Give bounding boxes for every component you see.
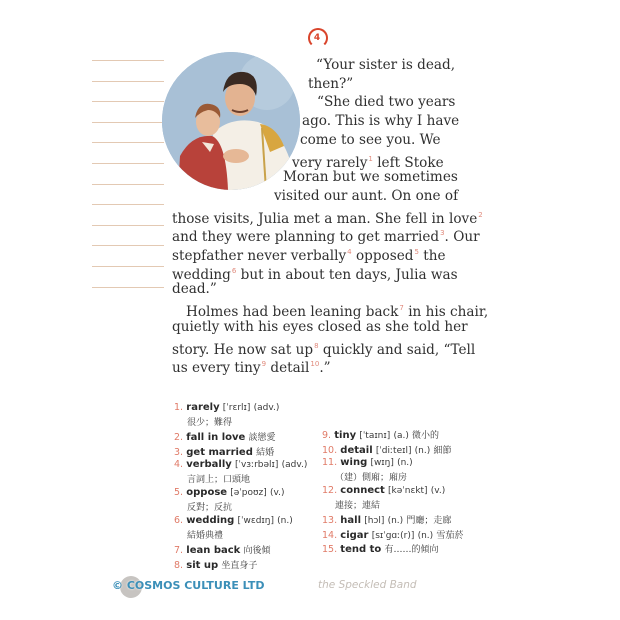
story-text-segment: in his chair,	[403, 304, 489, 321]
vocab-number: 4.	[174, 459, 184, 470]
vocab-definition: 連接；連結	[335, 501, 381, 511]
story-text-segment: stepfather never verbally	[172, 248, 347, 264]
story-line	[172, 355, 331, 378]
track-number: 4	[313, 33, 321, 43]
vocab-phonetic: [əˈpoʊz]	[230, 488, 267, 498]
margin-line	[92, 245, 164, 246]
footnote-marker: 10	[310, 360, 320, 369]
vocab-word: lean back	[186, 545, 241, 556]
story-text-segment: then?”	[308, 75, 354, 92]
footnote-marker: 3	[440, 229, 445, 238]
vocab-word: tiny	[334, 430, 357, 441]
vocab-phonetic: [wɪŋ]	[370, 458, 394, 468]
vocab-item	[174, 402, 280, 428]
footnote-marker: 4	[347, 248, 352, 256]
story-line	[300, 131, 441, 150]
vocab-definition: 雪茄菸	[436, 530, 464, 541]
vocab-word: detail	[340, 444, 373, 456]
vocab-number: 1.	[174, 402, 184, 413]
vocab-item	[174, 430, 276, 443]
story-text-segment: us every tiny	[172, 360, 261, 377]
vocab-word: wing	[340, 457, 368, 468]
story-line	[172, 280, 217, 299]
vocab-number: 8.	[174, 559, 184, 571]
vocab-item	[322, 428, 439, 441]
vocab-definition: 微小的	[412, 431, 440, 441]
footnote-marker: 5	[414, 248, 419, 256]
footnote-marker: 6	[231, 266, 237, 275]
copyright-watermark: © COSMOS CULTURE LTD	[112, 579, 265, 592]
footnote-marker: 1	[368, 154, 373, 163]
vocab-number: 10.	[322, 444, 338, 456]
vocab-item	[174, 543, 271, 556]
vocab-definition: 很少；難得	[187, 418, 233, 428]
story-line	[283, 168, 458, 187]
vocab-definition: 反對；反抗	[187, 503, 233, 513]
vocab-item	[322, 513, 451, 526]
vocab-item	[322, 485, 446, 511]
vocab-part-of-speech: (adv.)	[281, 460, 308, 470]
story-text-segment: “She died two years	[317, 94, 456, 111]
story-text-segment: Moran but we sometimes	[283, 169, 458, 186]
margin-line	[92, 287, 164, 288]
vocab-part-of-speech: (n.)	[397, 458, 413, 468]
vocab-phonetic: [ˈdiːteɪl]	[375, 445, 412, 456]
story-text-segment: dead.”	[172, 281, 217, 298]
margin-line	[92, 163, 164, 164]
vocab-word: oppose	[186, 487, 228, 498]
story-text-segment: and they were planning to get married	[172, 229, 440, 246]
margin-line	[92, 266, 164, 267]
vocab-word: rarely	[186, 402, 220, 413]
vocab-part-of-speech: (n.)	[414, 445, 431, 456]
vocab-phonetic: [ˈvɜːrbəlɪ]	[234, 460, 279, 470]
vocab-item	[174, 487, 285, 513]
footnote-marker: 8	[314, 341, 319, 350]
vocab-number: 14.	[322, 529, 338, 541]
story-text-segment: visited our aunt. On one of	[274, 187, 459, 204]
story-text-segment: the	[418, 248, 446, 264]
vocab-number: 5.	[174, 487, 184, 498]
story-text-segment: “Your sister is dead,	[316, 57, 456, 73]
vocab-definition: 細節	[433, 445, 452, 456]
story-text-segment: quietly with his eyes closed as she told her	[172, 318, 468, 335]
vocab-item	[322, 457, 413, 483]
story-text-segment: quickly and said, “Tell	[318, 341, 476, 358]
vocab-phonetic: [ˈwɛdɪŋ]	[237, 516, 274, 526]
story-text-segment: come to see you. We	[300, 131, 441, 148]
vocab-item	[174, 445, 274, 458]
margin-lines	[92, 60, 164, 307]
story-text-segment: story. He now sat up	[172, 341, 314, 358]
story-text-segment: but in about ten days, Julia was	[236, 266, 458, 283]
story-text-segment: . Our	[444, 229, 480, 246]
story-text-segment: wedding	[172, 266, 231, 283]
vocab-number: 12.	[322, 485, 338, 496]
vocab-word: verbally	[186, 459, 232, 470]
book-title: the Speckled Band	[318, 579, 417, 591]
vocab-item	[174, 515, 293, 541]
vocab-part-of-speech: (v.)	[269, 488, 285, 498]
vocab-part-of-speech: (v.)	[430, 486, 446, 496]
story-text-segment: opposed	[351, 248, 414, 264]
vocab-definition: 有……的傾向	[384, 545, 439, 555]
vocab-word: wedding	[186, 515, 235, 526]
vocab-word: sit up	[186, 559, 219, 571]
vocab-word: tend to	[340, 544, 382, 555]
audio-track-badge[interactable]	[307, 28, 329, 48]
vocab-number: 7.	[174, 545, 184, 556]
vocab-number: 2.	[174, 432, 184, 443]
story-line	[302, 112, 459, 131]
vocab-definition: 談戀愛	[248, 433, 276, 443]
story-text-segment: ago. This is why I have	[302, 113, 460, 130]
vocab-definition: 坐直身子	[221, 560, 258, 571]
vocab-phonetic: [hɔl]	[364, 516, 385, 526]
vocab-phonetic: [ˈtaɪnɪ]	[359, 431, 391, 441]
vocab-number: 13.	[322, 515, 338, 526]
story-line	[172, 318, 468, 337]
vocab-item	[174, 558, 257, 571]
vocab-number: 15.	[322, 544, 338, 555]
vocab-definition: （建）側廂；廂房	[335, 473, 408, 483]
margin-line	[92, 225, 164, 226]
vocab-item	[322, 542, 438, 555]
vocab-item	[322, 443, 451, 456]
vocab-part-of-speech: (n.)	[277, 516, 293, 526]
vocab-definition: 門廳；走廊	[406, 516, 452, 526]
vocab-part-of-speech: (adv.)	[253, 403, 280, 413]
vocab-item	[174, 459, 308, 485]
vocab-definition: 言詞上；口頭地	[187, 475, 251, 485]
margin-line	[92, 81, 164, 82]
vocab-word: fall in love	[186, 432, 246, 443]
vocab-number: 6.	[174, 515, 184, 526]
story-text-segment: detail	[266, 360, 310, 377]
story-line	[308, 75, 353, 94]
story-illustration	[162, 52, 300, 190]
margin-line	[92, 142, 164, 143]
page-footer	[112, 576, 417, 598]
vocab-phonetic: [ˈrɛrlɪ]	[222, 403, 251, 413]
vocab-word: get married	[186, 446, 253, 458]
story-line	[316, 56, 455, 75]
story-line	[274, 187, 458, 206]
footnote-marker: 9	[261, 360, 267, 369]
vocab-phonetic: [kəˈnɛkt]	[388, 486, 428, 496]
margin-line	[92, 60, 164, 61]
couple-illustration	[162, 52, 300, 190]
story-text-segment: those visits, Julia met a man. She fell in love	[172, 210, 478, 227]
vocab-item	[322, 528, 463, 541]
vocab-number: 11.	[322, 457, 338, 468]
story-text-segment: very rarely	[292, 154, 368, 171]
vocab-word: cigar	[340, 529, 369, 541]
vocab-part-of-speech: (n.)	[387, 516, 404, 526]
vocab-part-of-speech: (n.)	[417, 530, 434, 541]
story-text-segment: .”	[319, 360, 331, 377]
margin-line	[92, 122, 164, 123]
vocab-word: connect	[340, 485, 385, 496]
vocab-number: 3.	[174, 446, 184, 458]
vocab-definition: 結婚	[256, 447, 275, 458]
story-line	[317, 93, 455, 112]
footnote-marker: 2	[478, 210, 483, 219]
vocab-phonetic: [sɪˈgɑː(r)]	[371, 530, 415, 541]
vocab-definition: 向後傾	[243, 546, 271, 556]
vocab-word: hall	[340, 515, 362, 526]
story-text-segment: Holmes had been leaning back	[186, 304, 399, 321]
story-text-segment: left Stoke	[372, 154, 444, 171]
footnote-marker: 7	[399, 304, 404, 313]
vocab-definition: 結婚典禮	[187, 531, 224, 541]
margin-line	[92, 204, 164, 205]
margin-line	[92, 101, 164, 102]
vocab-number: 9.	[322, 430, 332, 441]
margin-line	[92, 184, 164, 185]
vocab-part-of-speech: (a.)	[393, 431, 409, 441]
